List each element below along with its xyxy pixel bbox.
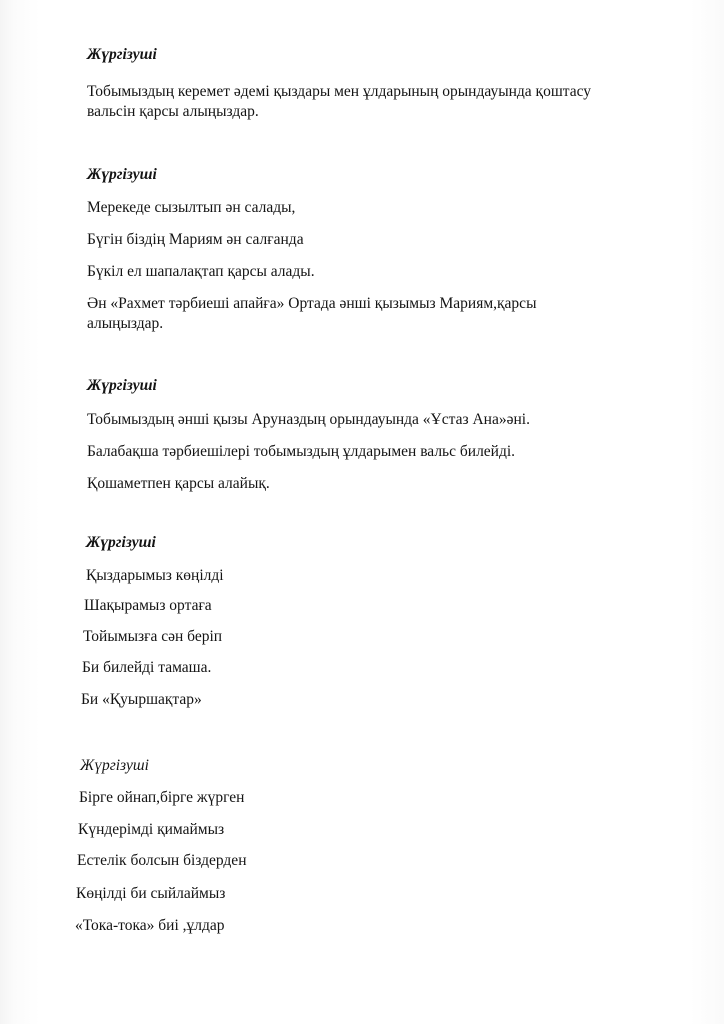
section-5-line-4: Көңілді би сыйлаймыз xyxy=(76,885,226,902)
section-3-line-1: Тобымыздың әнші қызы Аруназдың орындауында «Ұстаз Ана»әні. xyxy=(87,411,530,428)
section-2-line-1: Мерекеде сызылтып ән салады, xyxy=(87,199,296,216)
section-3-heading: Жүргізуші xyxy=(87,377,157,394)
section-4-line-5: Би «Қуыршақтар» xyxy=(81,691,202,708)
section-1-line-2: вальсін қарсы алыңыздар. xyxy=(87,103,259,120)
section-5-line-1: Бірге ойнап,бірге жүрген xyxy=(79,789,245,806)
section-4-line-3: Тойымызға сән беріп xyxy=(83,628,223,645)
section-4-heading: Жүргізуші xyxy=(86,534,156,551)
section-4-line-1: Қыздарымыз көңілді xyxy=(86,567,224,584)
section-5-line-2: Күндерімді қимаймыз xyxy=(78,821,225,838)
section-1-heading: Жүргізуші xyxy=(87,46,157,63)
section-5-line-5: «Тока-тока» биі ,ұлдар xyxy=(75,917,225,934)
section-4-line-4: Би билейді тамаша. xyxy=(82,659,212,676)
section-3-line-2: Балабақша тәрбиешілері тобымыздың ұлдарымен вальс билейді. xyxy=(87,443,516,460)
section-2-line-4: Ән «Рахмет тәрбиеші апайға» Ортада әнші қызымыз Мариям,қарсы xyxy=(87,295,537,312)
section-2-line-3: Бүкіл ел шапалақтап қарсы алады. xyxy=(87,263,315,280)
section-2-line-5: алыңыздар. xyxy=(87,315,164,332)
section-2-line-2: Бүгін біздің Мариям ән салғанда xyxy=(87,231,304,248)
section-1-line-1: Тобымыздың керемет әдемі қыздары мен ұлдарының орындауында қоштасу xyxy=(87,83,592,100)
section-4-line-2: Шақырамыз ортаға xyxy=(84,597,212,614)
section-5-heading: Жүргізуші xyxy=(80,757,149,774)
section-3-line-3: Қошаметпен қарсы алайық. xyxy=(87,475,270,492)
section-5-line-3: Естелік болсын біздерден xyxy=(77,852,247,869)
section-2-heading: Жүргізуші xyxy=(87,166,157,183)
